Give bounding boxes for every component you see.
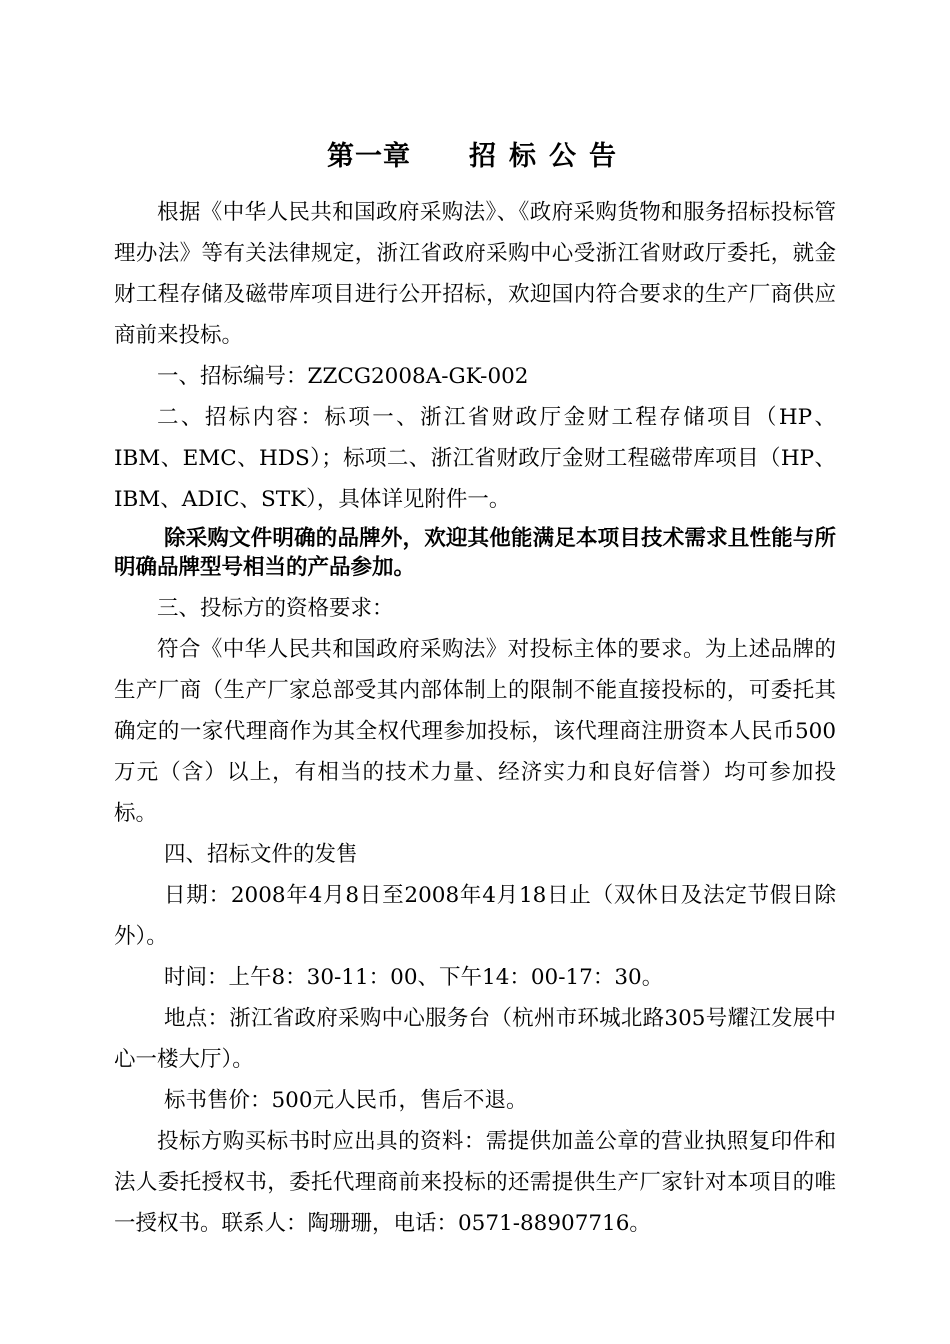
item-bid-content: 二、招标内容：标项一、浙江省财政厅金财工程存储项目（HP、IBM、EMC、HDS）；标项二、浙江省财政厅金财工程磁带库项目（HP、IBM、ADIC、STK），具体详见附件一。 xyxy=(114,405,836,512)
sale-date: 日期：2008年4月8日至2008年4月18日止（双休日及法定节假日除外）。 xyxy=(114,883,836,949)
sale-time: 时间：上午8：30-11：00、下午14：00-17：30。 xyxy=(164,965,664,990)
document-body xyxy=(114,192,836,1244)
required-materials: 投标方购买标书时应出具的资料：需提供加盖公章的营业执照复印件和法人委托授权书，委托代理商前来投标的还需提供生产厂家针对本项目的唯一授权书。联系人：陶珊珊，电话：0571-88907716。 xyxy=(114,1129,836,1236)
intro-paragraph: 根据《中华人民共和国政府采购法》、《政府采购货物和服务招标投标管理办法》等有关法律规定，浙江省政府采购中心受浙江省财政厅委托，就金财工程存储及磁带库项目进行公开招标，欢迎国内符合要求的生产厂商供应商前来投标。 xyxy=(114,200,836,348)
item-qualification-body: 符合《中华人民共和国政府采购法》对投标主体的要求。为上述品牌的生产厂商（生产厂家总部受其内部体制上的限制不能直接投标的，可委托其确定的一家代理商作为其全权代理参加投标，该代理商注册资本人民币500万元（含）以上，有相当的技术力量、经济实力和良好信誉）均可参加投标。 xyxy=(114,637,836,826)
sale-place: 地点：浙江省政府采购中心服务台（杭州市环城北路305号耀江发展中心一楼大厅）。 xyxy=(114,1006,836,1072)
heading-text: 招 标 公 告 xyxy=(469,141,617,172)
item-sale-heading: 四、招标文件的发售 xyxy=(164,842,358,867)
item-qualification-heading: 三、投标方的资格要求： xyxy=(157,596,394,621)
bold-note: 除采购文件明确的品牌外，欢迎其他能满足本项目技术需求且性能与所明确品牌型号相当的产品参加。 xyxy=(114,526,836,580)
page-title xyxy=(114,134,836,173)
item-bid-number: 一、招标编号：ZZCG2008A-GK-002 xyxy=(157,364,529,389)
chapter-label: 第一章 xyxy=(327,141,411,172)
sale-price: 标书售价：500元人民币，售后不退。 xyxy=(164,1088,528,1113)
